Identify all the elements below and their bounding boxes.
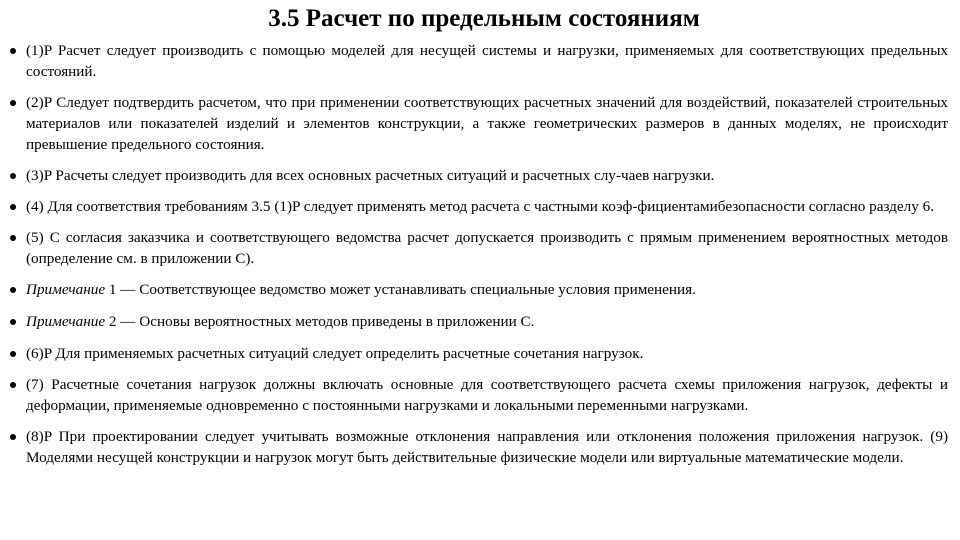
list-item-note [10,279,948,300]
list-item [10,227,948,269]
bullet-dot-icon [10,48,16,54]
list-item-text: (3)P Расчеты следует производить для всех основных расчетных ситуаций и расчетных слу-чаев нагрузки. [26,167,715,184]
list-item-text: (7) Расчетные сочетания нагрузок должны включать основные для соответствующего расчета схемы приложения нагрузок, дефекты и деформации, применяемые одновременно с постоянными нагрузками и локальными переменными нагрузками. [26,376,948,414]
bullet-dot-icon [10,319,16,325]
list-item-text: (1)P Расчет следует производить с помощью моделей для несущей системы и нагрузки, применяемых для соответствующих предельных состояний. [26,42,948,80]
bullet-dot-icon [10,204,16,210]
bullet-dot-icon [10,287,16,293]
bullet-dot-icon [10,235,16,241]
list-item-text: (8)P При проектировании следует учитывать возможные отклонения направления или отклонения положения приложения нагрузок. (9) Моделями несущей конструкции и нагрузок могут быть действительные физические модели или виртуальные математические модели. [26,428,948,466]
list-item [10,40,948,82]
bullet-dot-icon [10,173,16,179]
list-item-text: (5) С согласия заказчика и соответствующего ведомства расчет допускается производить с прямым применением вероятностных методов (определение см. в приложении С). [26,229,948,267]
list-item [10,343,948,364]
bullet-dot-icon [10,434,16,440]
list-item-note [10,311,948,332]
list-item [10,196,948,217]
list-item [10,426,948,468]
list-item-text: (4) Для соответствия требованиям 3.5 (1)P следует применять метод расчета с частными коэф-фициентамибезопасности согласно разделу 6. [26,198,935,215]
list-item [10,165,948,186]
list-item [10,374,948,416]
list-item [10,92,948,155]
list-item-text: 2 — Основы вероятностных методов приведены в приложении С. [105,313,535,330]
bullet-dot-icon [10,100,16,106]
note-label: Примечание [26,281,106,298]
list-item-text: (6)P Для применяемых расчетных ситуаций следует определить расчетные сочетания нагрузок. [26,345,644,362]
page-title: 3.5 Расчет по предельным состояниям [268,5,700,32]
list-item-text: 1 — Соответствующее ведомство может устанавливать специальные условия применения. [105,281,696,298]
bullet-dot-icon [10,351,16,357]
list-item-text: (2)P Следует подтвердить расчетом, что при применении соответствующих расчетных значений для воздействий, показателей строительных материалов или показателей изделий и элементов конструкции, а также геометрических размеров в данных моделях, не происходит превышение предельного состояния. [26,94,948,153]
bullet-list [10,40,948,468]
bullet-dot-icon [10,382,16,388]
note-label: Примечание [26,313,106,330]
